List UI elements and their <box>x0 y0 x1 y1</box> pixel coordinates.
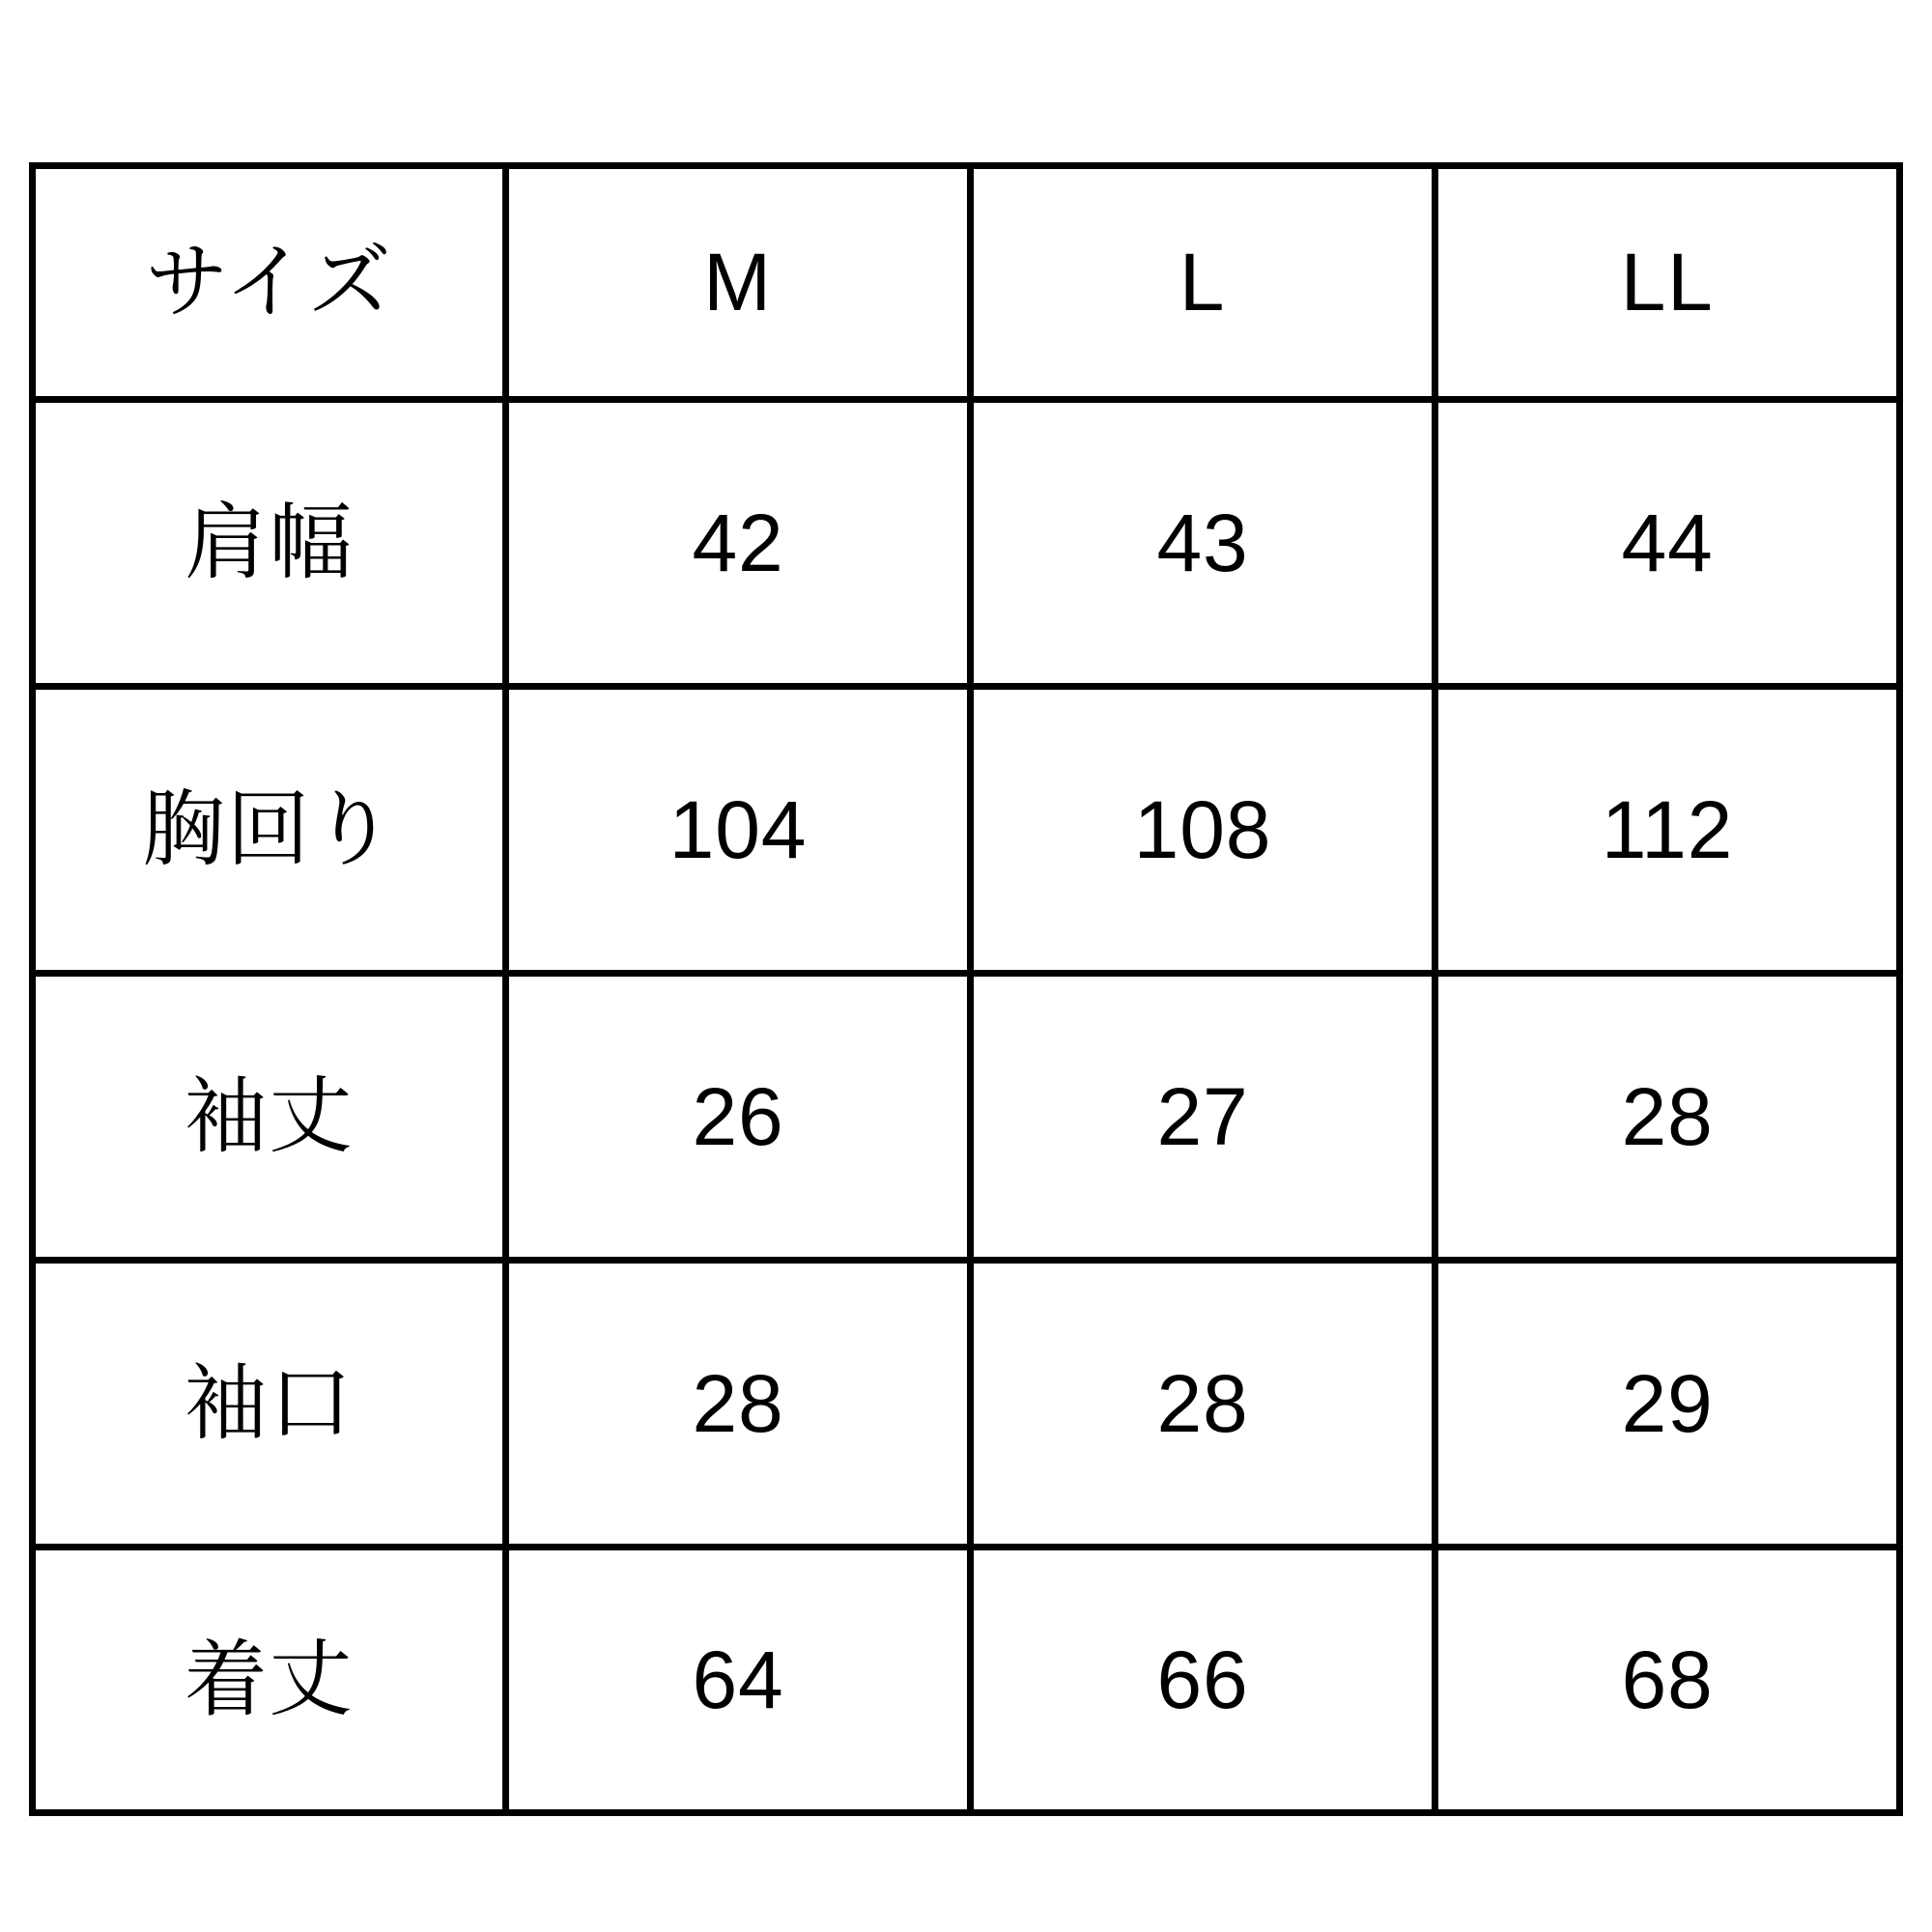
cell-body-length-l: 66 <box>971 1548 1435 1813</box>
table-row <box>33 687 1900 974</box>
size-table-container <box>34 162 1898 1816</box>
cell-sleeve-length-l: 27 <box>971 974 1435 1261</box>
row-label-sleeve-length: 袖丈 <box>33 974 506 1261</box>
cell-body-length-ll: 68 <box>1435 1548 1900 1813</box>
cell-body-length-m: 64 <box>506 1548 971 1813</box>
cell-cuff-l: 28 <box>971 1261 1435 1548</box>
cell-chest-ll: 112 <box>1435 687 1900 974</box>
row-label-shoulder-width: 肩幅 <box>33 400 506 687</box>
header-cell-size-l: L <box>971 166 1435 400</box>
table-row <box>33 1261 1900 1548</box>
cell-chest-m: 104 <box>506 687 971 974</box>
table-row <box>33 400 1900 687</box>
cell-cuff-ll: 29 <box>1435 1261 1900 1548</box>
cell-shoulder-width-m: 42 <box>506 400 971 687</box>
cell-shoulder-width-l: 43 <box>971 400 1435 687</box>
cell-sleeve-length-m: 26 <box>506 974 971 1261</box>
cell-shoulder-width-ll: 44 <box>1435 400 1900 687</box>
size-table <box>29 162 1903 1816</box>
header-cell-size-ll: LL <box>1435 166 1900 400</box>
cell-cuff-m: 28 <box>506 1261 971 1548</box>
cell-sleeve-length-ll: 28 <box>1435 974 1900 1261</box>
header-cell-size-label: サイズ <box>33 166 506 400</box>
row-label-chest: 胸回り <box>33 687 506 974</box>
cell-chest-l: 108 <box>971 687 1435 974</box>
header-cell-size-m: M <box>506 166 971 400</box>
table-header-row <box>33 166 1900 400</box>
row-label-cuff: 袖口 <box>33 1261 506 1548</box>
table-row <box>33 1548 1900 1813</box>
row-label-body-length: 着丈 <box>33 1548 506 1813</box>
table-row <box>33 974 1900 1261</box>
